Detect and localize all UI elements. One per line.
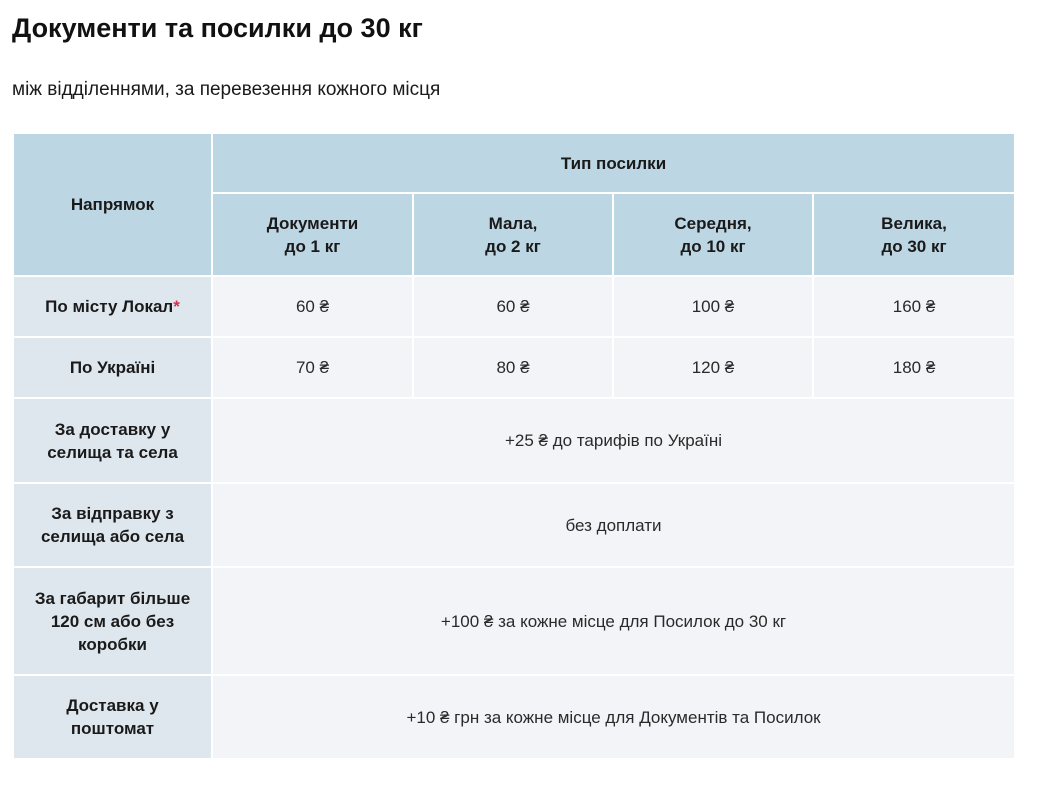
price-cell: 100 ₴ <box>613 276 813 337</box>
column-header-line: до 2 кг <box>485 236 541 256</box>
row-label-line: 120 см або без <box>50 611 175 631</box>
table-row <box>13 276 1015 337</box>
row-label-villages-dispatch <box>13 483 212 567</box>
row-label-line: коробки <box>78 634 147 654</box>
column-header-line: до 10 кг <box>680 236 746 256</box>
column-header-large <box>813 193 1015 276</box>
parcel-type-header: Тип посилки <box>212 133 1015 193</box>
page-subtitle: між відділеннями, за перевезення кожного місця <box>12 79 441 100</box>
price-cell: 60 ₴ <box>212 276 413 337</box>
surcharge-cell: +10 ₴ грн за кожне місце для Документів та Посилок <box>212 675 1015 759</box>
table-row <box>13 675 1015 759</box>
row-label-line: селища або села <box>40 527 185 546</box>
footnote-marker: * <box>173 297 180 316</box>
row-label-ukraine: По Україні <box>13 337 212 398</box>
price-cell: 180 ₴ <box>813 337 1015 398</box>
price-cell: 70 ₴ <box>212 337 413 398</box>
row-label-villages-delivery <box>13 398 212 483</box>
column-header-medium <box>613 193 813 276</box>
table-row <box>13 567 1015 675</box>
surcharge-cell: +100 ₴ за кожне місце для Посилок до 30 кг <box>212 567 1015 675</box>
surcharge-cell: без доплати <box>212 483 1015 567</box>
table-row <box>13 398 1015 483</box>
row-label-line: селища та села <box>47 442 178 462</box>
row-label-line: Доставка у <box>66 696 159 715</box>
column-header-line: Велика, <box>881 213 947 233</box>
table-row <box>13 483 1015 567</box>
price-cell: 80 ₴ <box>413 337 613 398</box>
price-cell: 120 ₴ <box>613 337 813 398</box>
table-row <box>13 337 1015 398</box>
column-header-line: до 30 кг <box>881 236 947 256</box>
row-label-line: За доставку у <box>54 419 171 439</box>
row-label-oversize <box>13 567 212 675</box>
column-header-small <box>413 193 613 276</box>
column-header-line: Документи <box>266 213 359 233</box>
row-label-line: За габарит більше <box>34 588 191 608</box>
column-header-documents <box>212 193 413 276</box>
column-header-line: до 1 кг <box>284 236 341 256</box>
price-cell: 160 ₴ <box>813 276 1015 337</box>
row-label-line: поштомат <box>70 719 155 738</box>
column-header-line: Мала, <box>488 213 538 233</box>
row-label-line: За відправку з <box>51 504 174 523</box>
direction-header: Напрямок <box>13 133 212 276</box>
column-header-line: Середня, <box>674 213 752 233</box>
tariff-table <box>12 132 1016 760</box>
row-label-local <box>13 276 212 337</box>
surcharge-cell: +25 ₴ до тарифів по Україні <box>212 398 1015 483</box>
page-title: Документи та посилки до 30 кг <box>12 13 423 43</box>
row-label-parcel-locker <box>13 675 212 759</box>
price-cell: 60 ₴ <box>413 276 613 337</box>
row-label-text: По місту Локал <box>45 297 174 316</box>
